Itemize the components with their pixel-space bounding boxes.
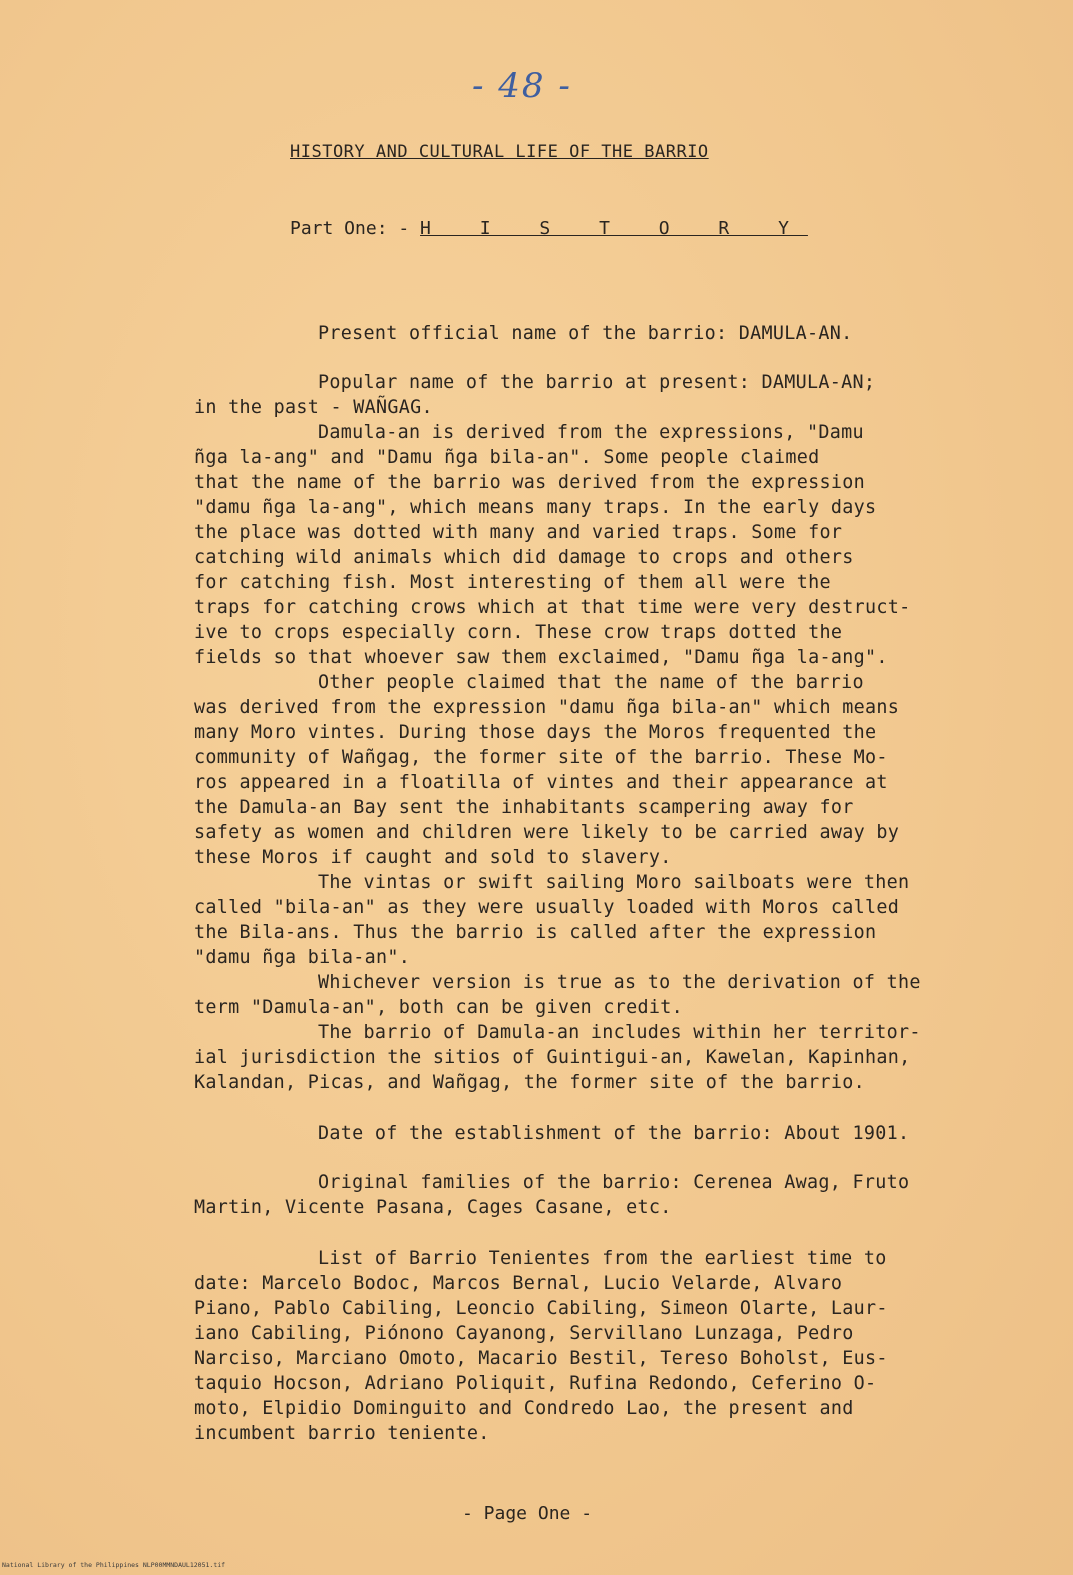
text-line: Original families of the barrio: Cerenea Awag, Fruto [318, 1172, 910, 1193]
text-line: many Moro vintes. During those days the Moros frequented the [194, 722, 877, 743]
text-line: catching wild animals which did damage to crops and others [194, 547, 854, 568]
text-line: Narciso, Marciano Omoto, Macario Bestil, Tereso Boholst, Eus- [194, 1348, 888, 1369]
text-line: Piano, Pablo Cabiling, Leoncio Cabiling, Simeon Olarte, Laur- [194, 1298, 888, 1319]
text-line: for catching fish. Most interesting of them all were the [194, 572, 831, 593]
text-line: ñga la-ang" and "Damu ñga bila-an". Some people claimed [194, 447, 820, 468]
text-line: Whichever version is true as to the derivation of the [318, 972, 921, 993]
text-line: Other people claimed that the name of the barrio [318, 672, 864, 693]
text-line: Popular name of the barrio at present: DAMULA-AN; [318, 372, 876, 393]
text-line: date: Marcelo Bodoc, Marcos Bernal, Lucio Velarde, Alvaro [194, 1273, 843, 1294]
text-line: traps for catching crows which at that time were very destruct- [194, 597, 911, 618]
text-line: the place was dotted with many and varied traps. Some for [194, 522, 843, 543]
text-line: Damula-an is derived from the expressions, "Damu [318, 422, 864, 443]
text-line: incumbent barrio teniente. [194, 1423, 490, 1444]
text-line: that the name of the barrio was derived from the expression [194, 472, 865, 493]
text-line: Date of the establishment of the barrio: About 1901. [318, 1123, 910, 1144]
text-line: community of Wañgag, the former site of the barrio. These Mo- [194, 747, 888, 768]
document-title: HISTORY AND CULTURAL LIFE OF THE BARRIO [290, 142, 709, 162]
part-label: Part One: - [290, 218, 421, 239]
library-stamp: National Library of the Philippines NLP00MMNDAUL12051.tif [2, 1561, 226, 1569]
text-line: the Damula-an Bay sent the inhabitants scampering away for [194, 797, 854, 818]
text-line: called "bila-an" as they were usually loaded with Moros called [194, 897, 900, 918]
text-line: "damu ñga bila-an". [194, 947, 411, 968]
handwritten-page-number: - 48 - [472, 66, 572, 106]
part-title: H I S T O R Y [420, 218, 808, 239]
text-line: Present official name of the barrio: DAMULA-AN. [318, 323, 853, 344]
text-line: ive to crops especially corn. These crow traps dotted the [194, 622, 843, 643]
text-line: the Bila-ans. Thus the barrio is called after the expression [194, 922, 877, 943]
text-line: these Moros if caught and sold to slavery. [194, 847, 672, 868]
text-line: iano Cabiling, Piónono Cayanong, Servillano Lunzaga, Pedro [194, 1323, 854, 1344]
text-line: ial jurisdiction the sitios of Guintigui-an, Kawelan, Kapinhan, [194, 1047, 911, 1068]
part-heading [290, 218, 808, 239]
text-line: ros appeared in a floatilla of vintes and their appearance at [194, 772, 888, 793]
text-line: "damu ñga la-ang", which means many traps. In the early days [194, 497, 877, 518]
text-line: in the past - WAÑGAG. [194, 397, 433, 418]
text-line: The vintas or swift sailing Moro sailboats were then [318, 872, 910, 893]
text-line: safety as women and children were likely to be carried away by [194, 822, 900, 843]
text-line: was derived from the expression "damu ñga bila-an" which means [194, 697, 900, 718]
text-line: taquio Hocson, Adriano Poliquit, Rufina Redondo, Ceferino O- [194, 1373, 877, 1394]
text-line: fields so that whoever saw them exclaimed, "Damu ñga la-ang". [194, 647, 888, 668]
text-line: term "Damula-an", both can be given credit. [194, 997, 683, 1018]
page-footer: - Page One - [462, 1503, 593, 1524]
text-line: The barrio of Damula-an includes within her territor- [318, 1022, 921, 1043]
text-line: Martin, Vicente Pasana, Cages Casane, etc. [194, 1197, 672, 1218]
text-line: List of Barrio Tenientes from the earliest time to [318, 1248, 887, 1269]
text-line: Kalandan, Picas, and Wañgag, the former site of the barrio. [194, 1072, 865, 1093]
text-line: moto, Elpidio Dominguito and Condredo Lao, the present and [194, 1398, 854, 1419]
